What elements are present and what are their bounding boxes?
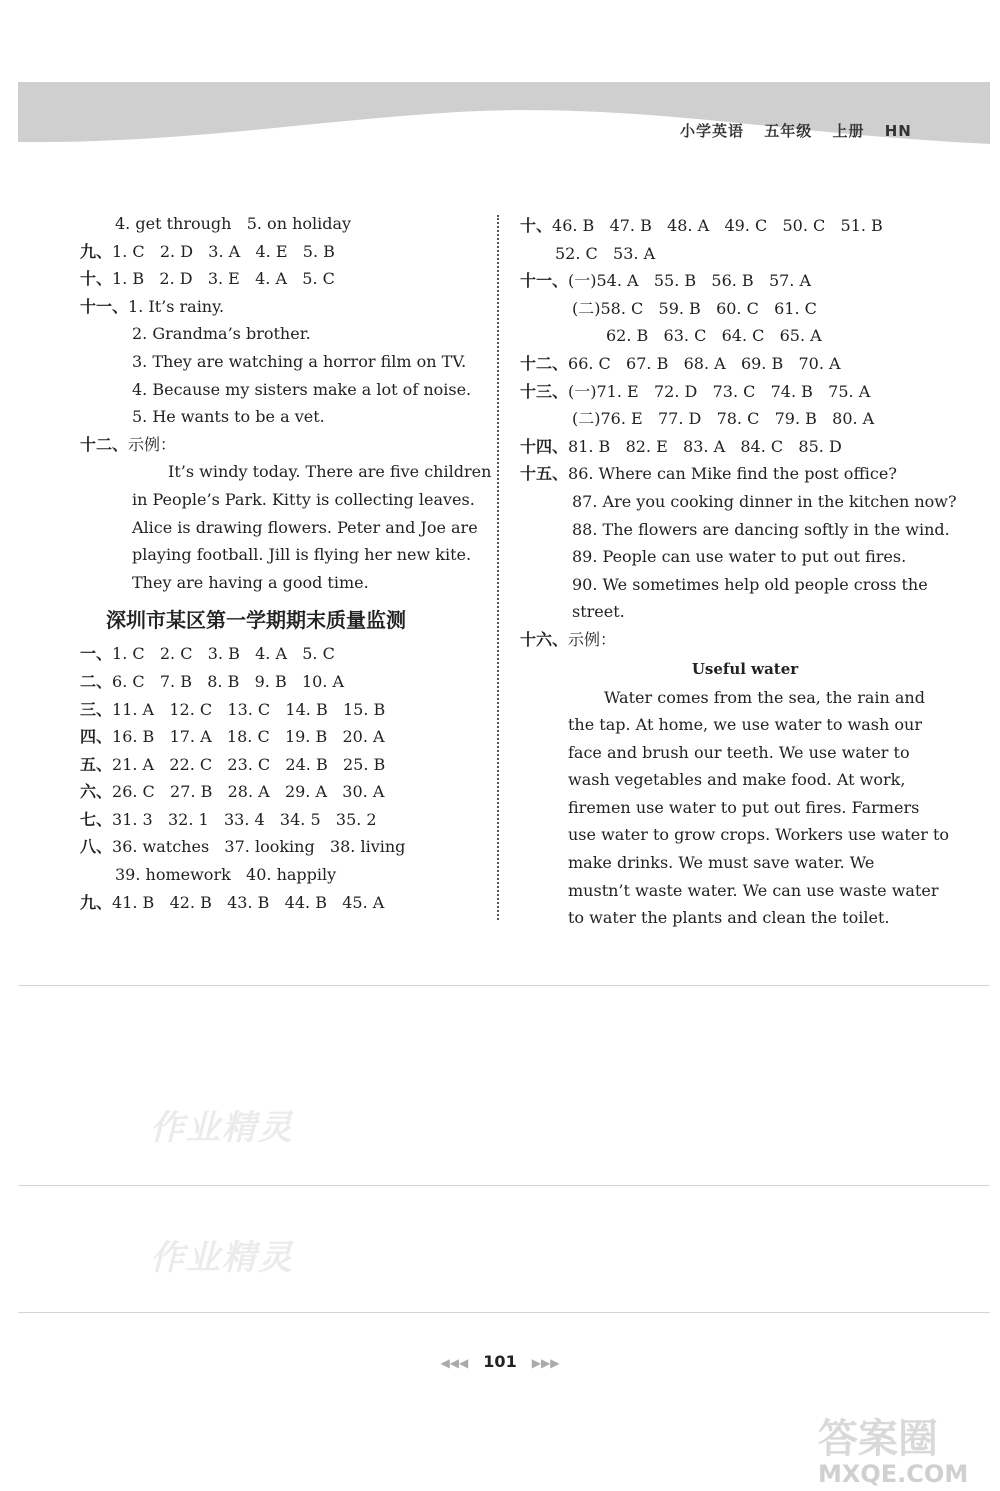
answer-line — [80, 348, 490, 376]
answer-line — [80, 806, 490, 834]
answer-text: 46. B 47. B 48. A 49. C 50. C 51. B — [552, 216, 883, 235]
question-number: 十一、 — [80, 296, 129, 316]
answer-line — [520, 267, 930, 295]
answer-line — [520, 405, 930, 433]
left-column — [80, 210, 490, 916]
question-number: 四、 — [80, 727, 113, 747]
answer-line — [520, 543, 930, 571]
answer-text: 21. A 22. C 23. C 24. B 25. B — [112, 754, 386, 774]
answer-text: 81. B 82. E 83. A 84. C 85. D — [568, 436, 842, 456]
page-number: 101 — [483, 1352, 517, 1371]
paragraph-line: Alice is drawing flowers. Peter and Joe are — [132, 517, 478, 537]
answer-line — [520, 460, 930, 488]
site-mark-text: 答案圈 — [818, 1416, 938, 1462]
essay-line: firemen use water to put out fires. Farmers — [568, 797, 920, 817]
answer-text: 89. People can use water to put out fires. — [572, 547, 907, 567]
answer-text: 1. C 2. D 3. A 4. E 5. B — [112, 241, 335, 261]
question-number: 十五、 — [520, 464, 569, 484]
right-arrows-icon: ▶▶▶ — [531, 1356, 560, 1370]
site-logo — [808, 1408, 988, 1488]
answer-line — [520, 350, 930, 378]
answer-line — [80, 210, 490, 238]
answer-line — [80, 723, 490, 751]
answer-text: (二)76. E 77. D 78. C 79. B 80. A — [572, 409, 875, 429]
answer-text: 示例： — [128, 434, 177, 454]
answer-line — [520, 433, 930, 461]
volume-label: 上册 — [832, 122, 865, 140]
answer-text: 88. The flowers are dancing softly in the wind. — [572, 519, 950, 539]
essay-line: Water comes from the sea, the rain and — [604, 687, 925, 707]
answer-line — [80, 751, 490, 779]
answer-text: 1. C 2. C 3. B 4. A 5. C — [112, 644, 335, 664]
question-number: 一、 — [80, 644, 113, 664]
essay-line: to water the plants and clean the toilet. — [568, 908, 890, 928]
essay-title: Useful water — [691, 659, 799, 678]
question-number: 九、 — [80, 892, 113, 912]
answer-text: 41. B 42. B 43. B 44. B 45. A — [112, 892, 385, 912]
answer-line — [520, 571, 930, 599]
page-footer — [420, 1352, 580, 1371]
answer-text: 36. watches 37. looking 38. living — [112, 837, 406, 857]
answer-text: 26. C 27. B 28. A 29. A 30. A — [112, 782, 385, 802]
answer-line — [520, 322, 930, 350]
question-number: 十二、 — [520, 353, 569, 373]
answer-line — [520, 488, 957, 516]
answer-text: 示例： — [568, 629, 617, 649]
answer-line — [520, 240, 930, 268]
answer-text: 1. B 2. D 3. E 4. A 5. C — [112, 269, 335, 289]
essay-line: mustn’t waste water. We can use waste water — [568, 880, 939, 900]
answer-line — [80, 238, 490, 266]
essay-line: wash vegetables and make food. At work, — [568, 770, 906, 790]
question-number: 十四、 — [520, 436, 569, 456]
paragraph-line: in People’s Park. Kitty is collecting leaves. — [132, 489, 475, 509]
answer-text: 1. It’s rainy. — [128, 296, 225, 316]
answer-line — [80, 403, 490, 431]
right-answer-lines — [520, 212, 957, 654]
answer-text: 2. Grandma’s brother. — [132, 324, 311, 344]
answer-line — [80, 293, 490, 321]
question-number: 六、 — [80, 782, 113, 802]
answer-line — [520, 598, 930, 626]
section-title: 深圳市某区第一学期期末质量监测 — [106, 608, 406, 633]
essay-line: the tap. At home, we use water to wash our — [568, 715, 922, 735]
answer-line — [520, 295, 930, 323]
right-column — [520, 212, 957, 932]
answer-text: 5. He wants to be a vet. — [132, 407, 325, 427]
question-number: 二、 — [80, 671, 113, 691]
watermark-text: 作业精灵 — [150, 1108, 294, 1148]
page-rule — [18, 985, 990, 986]
answer-text: 4. get through 5. on holiday — [115, 214, 352, 233]
answer-line — [80, 376, 490, 404]
question-number: 十二、 — [80, 434, 129, 454]
question-number: 十三、 — [520, 381, 569, 401]
answer-text: 3. They are watching a horror film on TV. — [132, 351, 467, 371]
question-number: 十六、 — [520, 629, 569, 649]
answer-line — [80, 431, 490, 459]
paragraph-line: playing football. Jill is flying her new kite. — [132, 545, 472, 565]
edition-label: HN — [884, 122, 912, 140]
answer-text: street. — [572, 602, 625, 622]
answer-text: 52. C 53. A — [555, 243, 656, 263]
answer-text: 90. We sometimes help old people cross the — [572, 574, 928, 594]
grade-label: 五年级 — [764, 122, 813, 140]
question-number: 三、 — [80, 699, 113, 719]
answer-text: 6. C 7. B 8. B 9. B 10. A — [112, 671, 345, 691]
answer-line — [80, 861, 490, 889]
answer-text: 31. 3 32. 1 33. 4 34. 5 35. 2 — [112, 809, 377, 829]
answer-text: 4. Because my sisters make a lot of noise. — [132, 379, 472, 399]
answer-text: 66. C 67. B 68. A 69. B 70. A — [568, 353, 841, 373]
answer-line — [80, 778, 490, 806]
question-number: 七、 — [80, 809, 113, 829]
question-number: 五、 — [80, 754, 113, 774]
answer-text: 62. B 63. C 64. C 65. A — [606, 326, 822, 346]
answer-text: 86. Where can Mike find the post office? — [568, 464, 897, 484]
answer-text: (一)71. E 72. D 73. C 74. B 75. A — [568, 381, 871, 401]
essay-line: use water to grow crops. Workers use water to — [568, 825, 950, 845]
left-arrows-icon: ◀◀◀ — [440, 1356, 469, 1370]
site-url-text: MXQE.COM — [818, 1460, 969, 1488]
page-rule — [18, 1185, 990, 1186]
answer-text: 87. Are you cooking dinner in the kitchen now? — [572, 491, 957, 511]
answer-line — [520, 212, 930, 240]
question-number: 十、 — [520, 216, 553, 235]
answer-line — [80, 320, 490, 348]
answer-line — [520, 516, 950, 544]
column-divider — [497, 215, 499, 920]
answer-text: 11. A 12. C 13. C 14. B 15. B — [112, 699, 386, 719]
essay-line: make drinks. We must save water. We — [568, 853, 875, 873]
essay-line: face and brush our teeth. We use water to — [568, 742, 910, 762]
answer-line — [80, 668, 490, 696]
answer-line — [80, 833, 490, 861]
question-number: 十、 — [80, 269, 113, 289]
paragraph-line: They are having a good time. — [132, 572, 369, 592]
exam-answer-lines — [80, 640, 490, 916]
answer-text: 39. homework 40. happily — [115, 865, 337, 885]
answer-line — [520, 378, 930, 406]
subject-label: 小学英语 — [680, 122, 745, 140]
sample-paragraph — [80, 458, 490, 596]
answer-line — [520, 626, 930, 654]
question-number: 十一、 — [520, 271, 569, 291]
essay-body — [520, 684, 950, 932]
answer-text: (一)54. A 55. B 56. B 57. A — [568, 271, 812, 291]
answer-text: 16. B 17. A 18. C 19. B 20. A — [112, 727, 385, 747]
question-number: 八、 — [80, 837, 113, 857]
answer-line — [80, 265, 490, 293]
answer-line — [80, 696, 490, 724]
page-rule — [18, 1312, 990, 1313]
question-number: 九、 — [80, 241, 113, 261]
book-info — [680, 120, 960, 141]
watermark-text: 作业精灵 — [150, 1238, 294, 1278]
answer-text: (二)58. C 59. B 60. C 61. C — [572, 298, 817, 318]
paragraph-line: It’s windy today. There are five children — [168, 462, 492, 482]
answer-line — [80, 640, 490, 668]
answer-line — [80, 889, 490, 917]
left-answer-lines — [80, 210, 490, 458]
